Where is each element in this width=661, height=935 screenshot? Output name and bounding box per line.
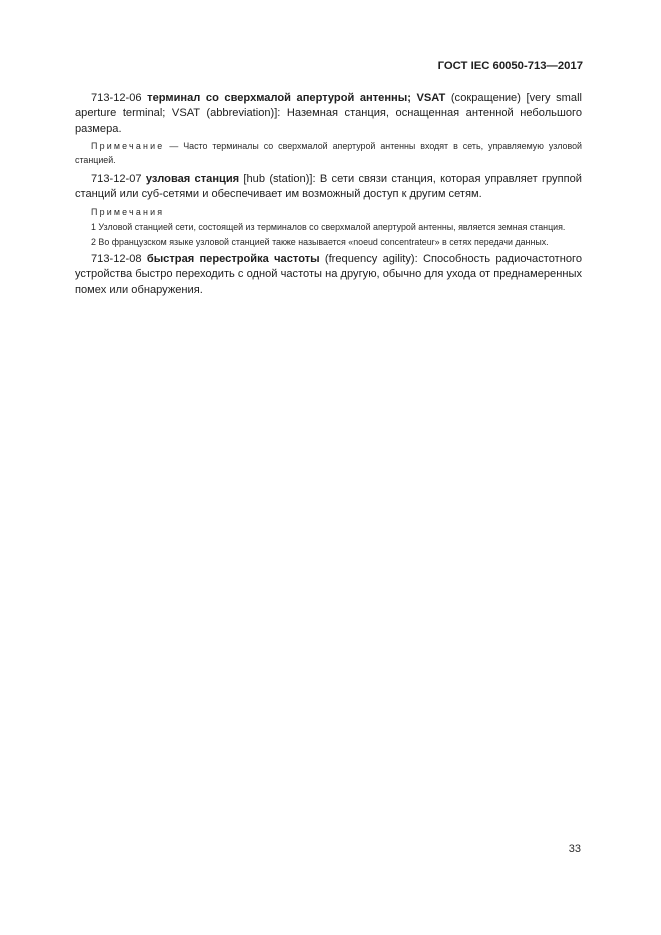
term-definition: (сокращение) [very small aperture terminal; VSAT (abbreviation)]: Наземная станция, оснащенная антенной небольшого размера.: [75, 92, 582, 135]
term-title: быстрая перестройка частоты: [146, 252, 320, 265]
term-entry-713-12-07: [75, 172, 582, 203]
note-item: 1 Узловой станцией сети, состоящей из терминалов со сверхмалой апертурой антенны, является земная станция.: [91, 221, 566, 232]
term-number: 713-12-08: [91, 252, 142, 265]
notes-heading: Примечания: [91, 206, 165, 217]
note-label: Примечание: [91, 141, 165, 152]
term-title: узловая станция: [145, 172, 240, 185]
note-text: — Часто терминалы со сверхмалой апертурой антенны входят в сеть, управляемую узловой станцией.: [75, 141, 582, 166]
document-body: [75, 91, 582, 301]
note: [75, 140, 582, 168]
term-entry-713-12-08: [75, 252, 582, 298]
term-title: терминал со сверхмалой апертурой антенны; VSAT: [147, 92, 446, 104]
page-number: 33: [568, 843, 581, 855]
term-definition: [hub (station)]: В сети связи станция, которая управляет группой станций или суб-сетями и обеспечивает им возможный доступ к другим сетям.: [75, 172, 582, 201]
term-entry-713-12-06: [75, 91, 582, 137]
term-number: 713-12-06: [91, 92, 142, 104]
standard-header: ГОСТ IEC 60050-713—2017: [437, 60, 583, 72]
term-definition: (frequency agility): Способность радиочастотного устройства быстро переходить с одной частоты на другую, обычно для ухода от преднамеренных помех или обнаружения.: [75, 252, 583, 296]
note-item: 2 Во французском языке узловой станцией также называется «noeud concentrateur» в сетях передачи данных.: [91, 237, 549, 248]
term-number: 713-12-07: [91, 172, 142, 185]
